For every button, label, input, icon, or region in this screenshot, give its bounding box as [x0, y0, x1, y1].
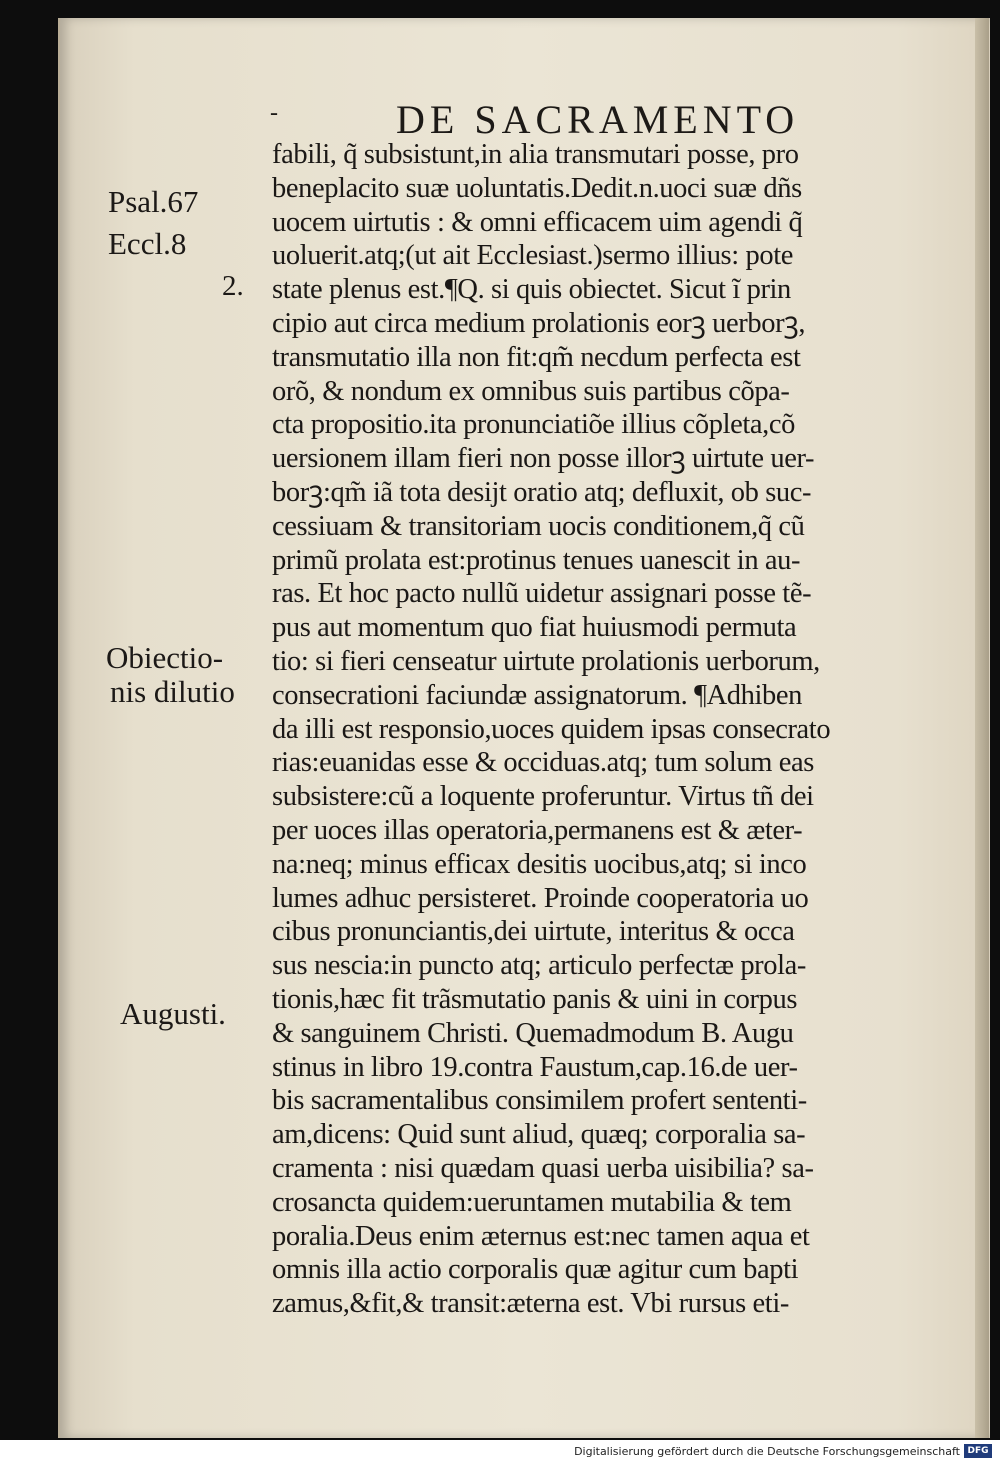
text-line: am,dicens: Quid sunt aliud, quæq; corporalia sa-	[272, 1119, 806, 1151]
text-line: stinus in libro 19.contra Faustum,cap.16.de uer-	[272, 1051, 798, 1083]
margin-note-objection-1: Obiectio-	[106, 640, 224, 675]
text-line: crosancta quidem:ueruntamen mutabilia & tem	[272, 1186, 792, 1218]
text-line: cipio aut circa medium prolationis eorꝫ uerborꝫ,	[272, 307, 806, 339]
text-line: lumes adhuc persisteret. Proinde cooperatoria uo	[272, 882, 809, 914]
text-line: poralia.Deus enim æternus est:nec tamen aqua et	[272, 1220, 810, 1252]
text-line: subsistere:cũ a loquente proferuntur. Virtus tñ dei	[272, 781, 814, 813]
text-line: tio: si fieri censeatur uirtute prolationis uerborum,	[272, 645, 820, 677]
running-head-dash: -	[270, 100, 283, 126]
text-line: da illi est responsio,uoces quidem ipsas consecrato	[272, 713, 831, 745]
text-line: state plenus est.¶Q. si quis obiectet. Sicut ĩ prin	[272, 274, 791, 306]
text-line: beneplacito suæ uoluntatis.Dedit.n.uoci suæ dñs	[272, 172, 802, 204]
text-line: bis sacramentalibus consimilem profert sententi-	[272, 1085, 807, 1117]
text-line: cessiuam & transitoriam uocis conditionem,q̃ cũ	[272, 510, 805, 542]
text-line: cibus pronunciantis,dei uirtute, interitus & occa	[272, 916, 795, 948]
text-line: ras. Et hoc pacto nullũ uidetur assignari posse tẽ-	[272, 578, 812, 610]
text-line: primũ prolata est:protinus tenues uanescit in au-	[272, 544, 801, 576]
text-line: cta propositio.ita pronunciatiõe illius cõpleta,cõ	[272, 409, 795, 441]
text-line: na:neq; minus efficax desitis uocibus,atq; si inco	[272, 848, 807, 880]
digitization-footer	[0, 1440, 1000, 1464]
footer-credit: Digitalisierung gefördert durch die Deutsche Forschungsgemeinschaft	[574, 1445, 960, 1458]
margin-note-number: 2.	[222, 270, 244, 302]
margin-note-eccl: Eccl.8	[108, 226, 187, 261]
text-line: uocem uirtutis : & omni efficacem uim agendi q̃	[272, 206, 803, 238]
text-line: & sanguinem Christi. Quemadmodum B. Augu	[272, 1017, 794, 1049]
text-line: zamus,&fit,& transit:æterna est. Vbi rursus eti-	[272, 1288, 789, 1320]
text-line: tionis,hæc fit trãsmutatio panis & uini in corpus	[272, 983, 798, 1015]
text-line: cramenta : nisi quædam quasi uerba uisibilia? sa-	[272, 1152, 814, 1184]
text-line: rias:euanidas esse & occiduas.atq; tum solum eas	[272, 747, 814, 779]
text-line: uoluerit.atq;(ut ait Ecclesiast.)sermo illius: pote	[272, 240, 793, 272]
text-line: sus nescia:in puncto atq; articulo perfectæ prola-	[272, 950, 806, 982]
text-line: orõ, & nondum ex omnibus suis partibus cõpa-	[272, 375, 790, 407]
page-edge	[975, 18, 989, 1438]
text-line: per uoces illas operatoria,permanens est & æter-	[272, 814, 803, 846]
margin-note-augustine: Augusti.	[120, 996, 226, 1031]
body-text	[272, 138, 962, 1321]
text-line: omnis illa actio corporalis quæ agitur cum bapti	[272, 1254, 799, 1286]
running-head-title: DE SACRAMENTO	[396, 97, 800, 142]
text-line: fabili, q̃ subsistunt,in alia transmutari posse, pro	[272, 139, 799, 170]
text-line: borꝫ:qm̃ iã tota desijt oratio atq; defluxit, ob suc-	[272, 476, 812, 508]
text-line: transmutatio illa non fit:qm̃ necdum perfecta est	[272, 341, 801, 373]
text-line: consecrationi faciundæ assignatorum. ¶Adhiben	[272, 679, 802, 711]
text-line: pus aut momentum quo fiat huiusmodi permuta	[272, 612, 797, 644]
margin-note-objection-2: nis dilutio	[110, 674, 235, 709]
margin-note-psal: Psal.67	[108, 184, 199, 219]
text-line: uersionem illam fieri non posse illorꝫ uirtute uer-	[272, 443, 815, 475]
dfg-logo: DFG	[964, 1444, 992, 1458]
